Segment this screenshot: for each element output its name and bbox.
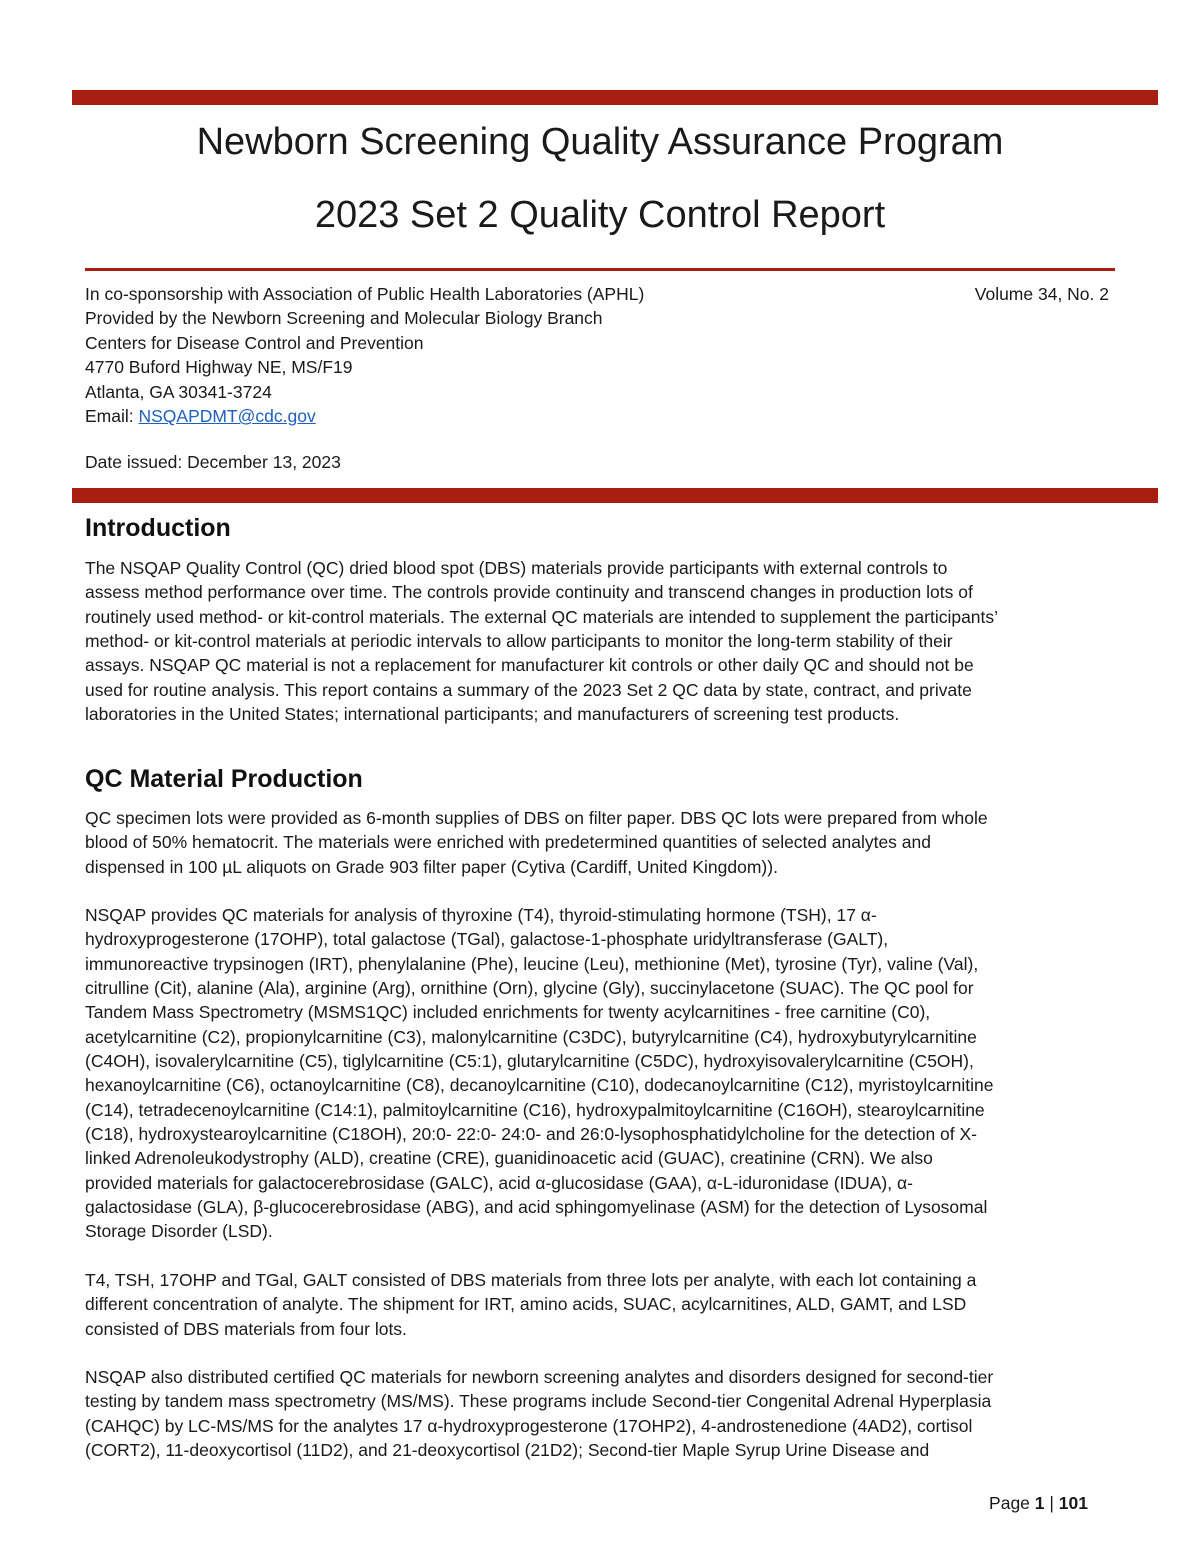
introduction-paragraph — [85, 556, 1115, 726]
text-line: galactosidase (GLA), β-glucocerebrosidase (ABG), and acid sphingomyelinase (ASM) for the detection of Lysosomal — [85, 1197, 988, 1218]
email-line — [85, 404, 1115, 428]
text-line: (C14), tetradecenoylcarnitine (C14:1), palmitoylcarnitine (C16), hydroxypalmitoylcarnitine (C16OH), stearoylcarnitine — [85, 1099, 985, 1120]
program-title: Newborn Screening Quality Assurance Program — [196, 121, 1004, 163]
qc-paragraph-4 — [85, 1365, 1115, 1462]
text-line: assays. NSQAP QC material is not a replacement for manufacturer kit controls or other daily QC and should not be — [85, 655, 974, 676]
text-line: testing by tandem mass spectrometry (MS/MS). These programs include Second-tier Congenital Adrenal Hyperplasia — [85, 1391, 992, 1412]
text-line: acetylcarnitine (C2), propionylcarnitine (C3), malonylcarnitine (C3DC), butyrylcarnitine (C4), hydroxybutyrylcarnitine — [85, 1026, 977, 1047]
total-pages: 101 — [1058, 1493, 1088, 1513]
info-line: 4770 Buford Highway NE, MS/F19 — [85, 357, 353, 378]
report-title: 2023 Set 2 Quality Control Report — [314, 194, 886, 236]
date-issued: Date issued: December 13, 2023 — [85, 452, 341, 472]
text-line: QC specimen lots were provided as 6-month supplies of DBS on filter paper. DBS QC lots were prepared from whole — [85, 808, 988, 828]
text-line: Storage Disorder (LSD). — [85, 1221, 273, 1242]
text-line: different concentration of analyte. The shipment for IRT, amino acids, SUAC, acylcarnitines, ALD, GAMT, and LSD — [85, 1294, 967, 1315]
text-line: NSQAP provides QC materials for analysis of thyroxine (T4), thyroid-stimulating hormone (TSH), 17 α- — [85, 905, 877, 925]
section-divider-bar — [72, 488, 1158, 503]
info-line: Atlanta, GA 30341-3724 — [85, 381, 272, 402]
text-line: Tandem Mass Spectrometry (MSMS1QC) included enrichments for twenty acylcarnitines - free carnitine (C0), — [85, 1002, 931, 1023]
text-line: (CORT2), 11-deoxycortisol (11D2), and 21-deoxycortisol (21D2); Second-tier Maple Syrup Urine Disease and — [85, 1440, 930, 1461]
text-line: hydroxyprogesterone (17OHP), total galactose (TGal), galactose-1-phosphate uridyltransferase (GALT), — [85, 929, 889, 950]
text-line: used for routine analysis. This report contains a summary of the 2023 Set 2 QC data by state, contract, and private — [85, 679, 972, 700]
text-line: method- or kit-control materials at periodic intervals to allow participants to monitor the long-term stability of their — [85, 631, 953, 652]
qc-material-production-heading: QC Material Production — [85, 765, 363, 793]
text-line: (C4OH), isovalerylcarnitine (C5), tiglylcarnitine (C5:1), glutarylcarnitine (C5DC), hydroxyisovalerylcarnitine (C5OH), — [85, 1051, 974, 1072]
text-line: (CAHQC) by LC-MS/MS for the analytes 17 α-hydroxyprogesterone (17OHP2), 4-androstenedione (4AD2), cortisol — [85, 1415, 973, 1436]
text-line: citrulline (Cit), alanine (Ala), arginine (Arg), ornithine (Orn), glycine (Gly), succinylacetone (SUAC). The QC pool for — [85, 978, 974, 999]
page-separator: | — [1044, 1493, 1059, 1513]
text-line: T4, TSH, 17OHP and TGal, GALT consisted of DBS materials from three lots per analyte, with each lot containing a — [85, 1270, 977, 1290]
text-line: hexanoylcarnitine (C6), octanoylcarnitine (C8), decanoylcarnitine (C10), dodecanoylcarnitine (C12), myristoylcarnitine — [85, 1075, 994, 1096]
qc-paragraph-2 — [85, 903, 1115, 1244]
qc-paragraph-3 — [85, 1268, 1115, 1341]
text-line: immunoreactive trypsinogen (IRT), phenylalanine (Phe), leucine (Leu), methionine (Met), tyrosine (Tyr), valine (Val), — [85, 953, 979, 974]
sponsor-info-block — [85, 282, 1115, 428]
text-line: The NSQAP Quality Control (QC) dried blood spot (DBS) materials provide participants with external controls to — [85, 558, 948, 578]
text-line: blood of 50% hematocrit. The materials were enriched with predetermined quantities of selected analytes and — [85, 832, 931, 853]
page-label: Page — [989, 1493, 1035, 1513]
introduction-heading: Introduction — [85, 514, 231, 542]
text-line: laboratories in the United States; international participants; and manufacturers of screening test products. — [85, 704, 900, 725]
text-line: NSQAP also distributed certified QC materials for newborn screening analytes and disorders designed for second-tier — [85, 1367, 994, 1387]
email-label: Email: — [85, 406, 139, 427]
volume-number: Volume 34, No. 2 — [974, 284, 1109, 304]
info-line: Provided by the Newborn Screening and Molecular Biology Branch — [85, 308, 603, 329]
text-line: consisted of DBS materials from four lots. — [85, 1318, 407, 1339]
text-line: routinely used method- or kit-control materials. The external QC materials are intended to supplement the participants’ — [85, 606, 999, 627]
qc-paragraph-1 — [85, 806, 1115, 879]
email-link[interactable]: NSQAPDMT@cdc.gov — [138, 406, 316, 427]
title-divider-line — [85, 268, 1115, 271]
text-line: assess method performance over time. The controls provide continuity and transcend changes in production lots of — [85, 582, 973, 603]
text-line: linked Adrenoleukodystrophy (ALD), creatine (CRE), guanidinoacetic acid (GUAC), creatinine (CRN). We also — [85, 1148, 933, 1169]
page-number: 1 — [1034, 1493, 1045, 1513]
text-line: provided materials for galactocerebrosidase (GALC), acid α-glucosidase (GAA), α-L-iduronidase (IDUA), α- — [85, 1172, 913, 1193]
info-line: In co-sponsorship with Association of Public Health Laboratories (APHL) — [85, 284, 645, 304]
top-divider-bar — [72, 90, 1158, 105]
page-footer — [989, 1493, 1088, 1514]
info-line: Centers for Disease Control and Prevention — [85, 332, 424, 353]
text-line: (C18), hydroxystearoylcarnitine (C18OH), 20:0- 22:0- 24:0- and 26:0-lysophosphatidylcholine for the detection of X- — [85, 1124, 977, 1145]
text-line: dispensed in 100 µL aliquots on Grade 903 filter paper (Cytiva (Cardiff, United Kingdom)). — [85, 856, 778, 877]
